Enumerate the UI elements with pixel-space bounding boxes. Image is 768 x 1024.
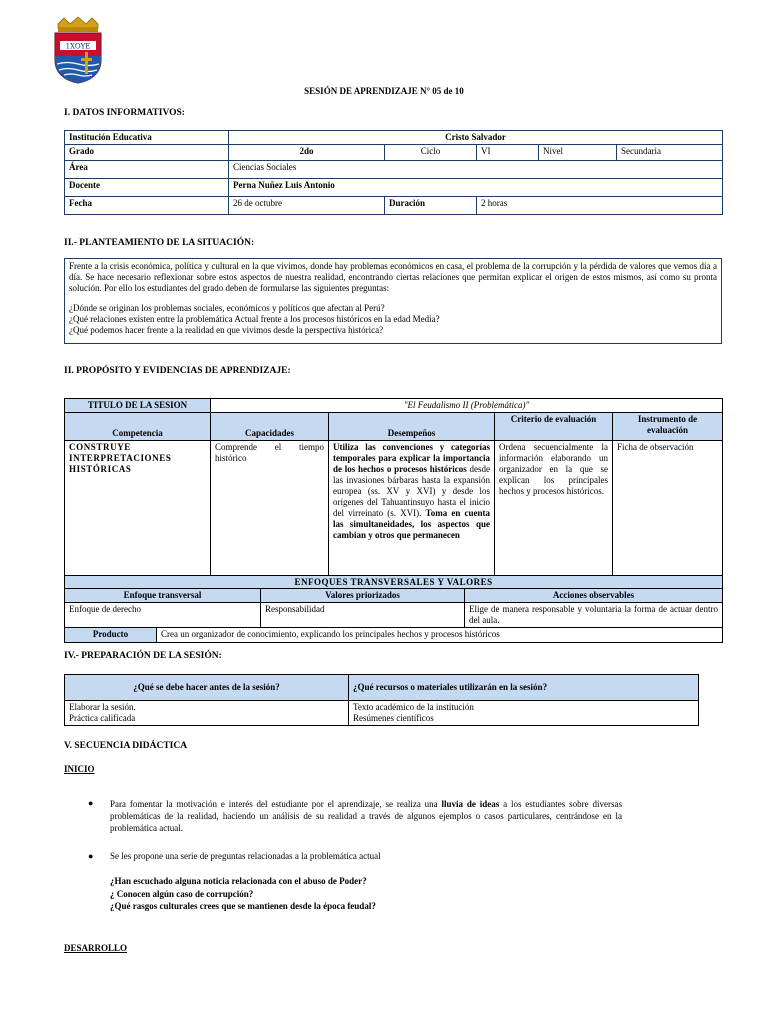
institucion-label: Institución Educativa xyxy=(65,131,229,145)
bullet1-bold: lluvia de ideas xyxy=(441,799,500,809)
nivel-value: Secundaria xyxy=(617,145,723,161)
datos-informativos-table xyxy=(64,130,723,215)
situacion-paragraph: Frente a la crisis económica, política y cultural en la que vivimos, donde hay problemas económicos en casa, el problema de la corrupción y la pérdida de valores que vemos día a día. Se hace necesario reflexionar sobre estos aspectos de nuestra realidad, encontrando ciertas relaciones que permitan explicar el origen de estos mismos, así como su pronta solución. Por ello los estudiantes del grado deben de formularse las siguientes preguntas: xyxy=(69,261,717,293)
section-planteamiento-heading: II.- PLANTEAMIENTO DE LA SITUACIÓN: xyxy=(64,238,255,248)
duracion-label: Duración xyxy=(385,197,477,215)
document-title: SESIÓN DE APRENDIZAJE N° 05 de 10 xyxy=(304,86,464,96)
enfoque-cell: Enfoque de derecho xyxy=(65,603,261,628)
preparacion-item-texto: Texto académico de la institución xyxy=(353,702,474,712)
bullet-dot: ● xyxy=(88,851,94,861)
area-label: Área xyxy=(65,161,229,179)
institucion-value: Cristo Salvador xyxy=(229,131,723,145)
desarrollo-heading: DESARROLLO xyxy=(64,943,128,953)
competencia-cell: CONSTRUYE INTERPRETACIONES HISTÓRICAS xyxy=(65,441,211,576)
desempeno-bold-1: Utiliza las convenciones y categorías temporales para explicar la importancia de los hechos o procesos históricos xyxy=(333,442,490,474)
desempeno-normal: desde las invasiones bárbaras hasta la expansión europea (ss. XV y XVI) y desde los orígenes del Tahuantinsuyo hasta el inicio del virreinato (s. XVI). xyxy=(333,464,490,518)
titulo-sesion-value: "El Feudalismo II (Problemática)" xyxy=(211,399,723,413)
producto-value: Crea un organizador de conocimiento, explicando los principales hechos y procesos históricos xyxy=(157,628,723,643)
docente-label: Docente xyxy=(65,179,229,197)
situacion-question-3: ¿Qué podemos hacer frente a la realidad en que vivimos desde la perspectiva histórica? xyxy=(69,325,384,335)
section-preparacion-heading: IV.- PREPARACIÓN DE LA SESIÓN: xyxy=(64,651,222,661)
col-instrumento: Instrumento de evaluación xyxy=(613,413,723,441)
fecha-value: 26 de octubre xyxy=(229,197,385,215)
duracion-value: 2 horas xyxy=(477,197,723,215)
nivel-label: Nivel xyxy=(539,145,617,161)
section-proposito-heading: II. PROPÓSITO Y EVIDENCIAS DE APRENDIZAJE: xyxy=(64,366,291,376)
docente-value: Perna Nuñez Luis Antonio xyxy=(229,179,723,197)
preparacion-col-recursos: ¿Qué recursos o materiales utilizarán en la sesión? xyxy=(349,675,699,701)
situacion-question-1: ¿Dónde se originan los problemas sociales, económicos y políticos que afectan al Perú? xyxy=(69,303,385,313)
criterio-cell: Ordena secuencialmente la información elaborando un organizador en la que se explican los principales hechos y procesos históricos. xyxy=(495,441,613,576)
preparacion-antes-cell xyxy=(65,701,349,726)
preparacion-recursos-cell xyxy=(349,701,699,726)
inicio-question-3: ¿Qué rasgos culturales crees que se mantienen desde la época feudal? xyxy=(110,901,376,911)
grado-value: 2do xyxy=(229,145,385,161)
col-competencia: Competencia xyxy=(65,413,211,441)
enfoques-title: ENFOQUES TRANSVERSALES Y VALORES xyxy=(65,576,723,590)
ciclo-value: VI xyxy=(477,145,539,161)
situacion-box xyxy=(64,258,722,344)
desempeno-cell xyxy=(329,441,495,576)
preparacion-item-resumenes: Resúmenes científicos xyxy=(353,713,434,723)
preparacion-item-elaborar: Elaborar la sesión. xyxy=(69,702,136,712)
bullet-dot: ● xyxy=(88,798,94,808)
valor-cell: Responsabilidad xyxy=(261,603,465,628)
col-capacidades: Capacidades xyxy=(211,413,329,441)
inicio-bullet-1 xyxy=(110,798,622,834)
col-desempenos: Desempeños xyxy=(329,413,495,441)
svg-text:1XOYE: 1XOYE xyxy=(65,42,91,51)
bullet1-pre: Para fomentar la motivación e interés del estudiante por el aprendizaje, se realiza una xyxy=(110,799,442,809)
capacidad-cell: Comprende el tiempo histórico xyxy=(211,441,329,576)
proposito-table xyxy=(64,398,723,590)
school-crest-logo xyxy=(52,16,104,84)
bullet1-post: a los estudiantes sobre diversas problemáticas de la realidad, haciendo un análisis de su realidad a través de algunos ejemplos o casos particulares, centrándose en la problemática actual. xyxy=(110,799,622,833)
ciclo-label: Ciclo xyxy=(385,145,477,161)
inicio-question-2: ¿ Conocen algún caso de corrupción? xyxy=(110,889,254,899)
inicio-heading: INICIO xyxy=(64,764,95,774)
area-value: Ciencias Sociales xyxy=(229,161,723,179)
enfoques-table xyxy=(64,588,723,643)
preparacion-item-practica: Práctica calificada xyxy=(69,713,136,723)
desempeno-bold-2: Toma en cuenta las simultaneidades, los aspectos que cambian y otros que permanecen xyxy=(333,508,490,540)
section-secuencia-heading: V. SECUENCIA DIDÁCTICA xyxy=(64,741,188,751)
fecha-label: Fecha xyxy=(65,197,229,215)
section-datos-informativos-heading: I. DATOS INFORMATIVOS: xyxy=(64,108,185,118)
col-valores: Valores priorizados xyxy=(261,589,465,603)
inicio-question-1: ¿Han escuchado alguna noticia relacionada con el abuso de Poder? xyxy=(110,876,367,886)
titulo-sesion-label: TITULO DE LA SESION xyxy=(65,399,211,413)
accion-cell: Elige de manera responsable y voluntaria la forma de actuar dentro del aula. xyxy=(465,603,723,628)
instrumento-cell: Ficha de observación xyxy=(613,441,723,576)
preparacion-col-antes: ¿Qué se debe hacer antes de la sesión? xyxy=(65,675,349,701)
producto-label: Producto xyxy=(65,628,157,643)
inicio-bullet-2: Se les propone una serie de preguntas relacionadas a la problemática actual xyxy=(110,851,381,861)
col-acciones: Acciones observables xyxy=(465,589,723,603)
preparacion-table xyxy=(64,674,699,726)
col-enfoque: Enfoque transversal xyxy=(65,589,261,603)
col-criterio: Criterio de evaluación xyxy=(495,413,613,441)
situacion-question-2: ¿Qué relaciones existen entre la problemática Actual frente a los procesos históricos en la edad Media? xyxy=(69,314,440,324)
grado-label: Grado xyxy=(65,145,229,161)
